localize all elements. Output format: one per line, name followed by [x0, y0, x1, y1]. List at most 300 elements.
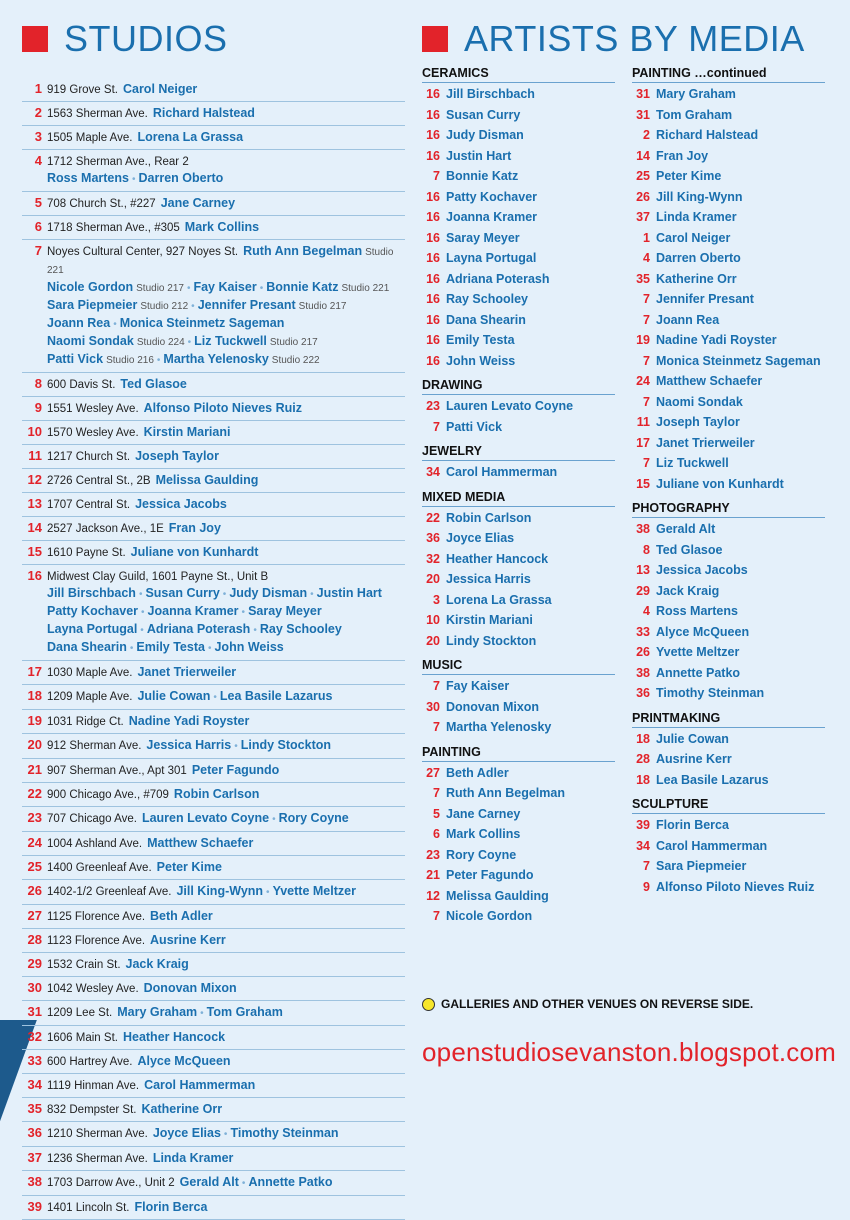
media-list-item — [632, 148, 825, 166]
artist-name[interactable]: Lauren Levato Coyne — [446, 399, 574, 413]
artist-name[interactable]: Layna Portugal — [446, 251, 537, 265]
studio-address: Noyes Cultural Center, 927 Noyes St. — [47, 246, 239, 258]
media-list-item — [422, 209, 615, 227]
studio-body — [47, 1101, 405, 1118]
studio-line — [47, 243, 405, 279]
artist-name[interactable]: Judy Disman — [446, 128, 524, 142]
artist-name[interactable]: Donovan Mixon — [446, 699, 540, 714]
studio-body — [47, 424, 405, 441]
artist-name[interactable]: Peter Fagundo — [446, 868, 534, 882]
artist-name[interactable]: Naomi Sondak — [47, 334, 134, 348]
studio-line — [47, 351, 405, 369]
red-square-icon — [22, 26, 48, 52]
artist-name[interactable]: Mary Graham — [656, 87, 736, 101]
artist-name[interactable]: Annette Patko — [248, 1175, 333, 1189]
studio-address: 2726 Central St., 2B — [47, 475, 151, 487]
studio-line — [47, 810, 405, 828]
artist-name[interactable]: Lauren Levato Coyne — [141, 811, 270, 825]
artist-name[interactable]: Lindy Stockton — [240, 738, 332, 752]
artist-name[interactable]: Jane Carney — [446, 806, 521, 821]
artist-name[interactable]: Fran Joy — [656, 148, 709, 163]
studio-number: 7 — [643, 312, 650, 327]
artist-name[interactable]: John Weiss — [446, 353, 516, 368]
artist-name[interactable]: Peter Kime — [656, 169, 722, 183]
artist-name[interactable]: Saray Meyer — [446, 230, 520, 245]
studio-line — [47, 153, 405, 170]
studio-number: 9 — [643, 879, 650, 894]
bullet-separator-icon: • — [200, 1008, 204, 1019]
bullet-separator-icon: • — [207, 643, 212, 654]
artist-name[interactable]: Adriana Poterash — [146, 622, 251, 636]
studio-body — [47, 448, 405, 465]
studio-number: 34 — [636, 838, 650, 853]
studio-address: 600 Davis St. — [47, 379, 116, 391]
artist-name[interactable]: Liz Tuckwell — [194, 334, 267, 348]
artist-name[interactable]: Carol Hammerman — [656, 838, 768, 853]
studio-line — [47, 568, 405, 585]
media-category-heading: SCULPTURE — [632, 795, 825, 814]
studio-number: 16 — [426, 189, 440, 204]
artist-name[interactable]: Darren Oberto — [656, 251, 741, 265]
artist-name[interactable]: Bonnie Katz — [266, 280, 339, 294]
studio-number: 6 — [34, 219, 42, 234]
media-list-item — [632, 414, 825, 432]
artist-name[interactable]: John Weiss — [214, 640, 284, 654]
studio-address: 1209 Lee St. — [47, 1007, 113, 1019]
artist-name[interactable]: Tom Graham — [656, 107, 733, 122]
studio-number: 1 — [34, 81, 42, 96]
artist-name[interactable]: Mark Collins — [446, 827, 521, 841]
artist-name[interactable]: Naomi Sondak — [656, 394, 743, 409]
artist-name[interactable]: Patty Kochaver — [47, 604, 139, 618]
artist-name[interactable]: Carol Neiger — [656, 230, 731, 245]
artist-name[interactable]: Alyce McQueen — [656, 624, 750, 639]
artist-name[interactable]: Mary Graham — [117, 1005, 198, 1019]
studio-entry — [22, 953, 405, 977]
artist-name[interactable]: Fay Kaiser — [193, 280, 257, 294]
artist-name[interactable]: Carol Neiger — [122, 82, 198, 96]
artist-name[interactable]: Peter Kime — [156, 860, 222, 874]
studio-number: 23 — [27, 810, 42, 825]
studio-line — [47, 980, 405, 997]
artist-name[interactable]: Patti Vick — [446, 419, 503, 434]
artist-name[interactable]: Nicole Gordon — [446, 909, 533, 923]
artist-name[interactable]: Juliane von Kunhardt — [656, 476, 784, 491]
studio-number: 30 — [426, 699, 440, 714]
studio-body — [47, 195, 405, 212]
studio-body — [47, 810, 405, 828]
studio-number: 16 — [426, 148, 440, 163]
studio-entry — [22, 126, 405, 150]
bullet-separator-icon: • — [241, 607, 246, 618]
studio-number: 37 — [27, 1150, 42, 1165]
artist-name[interactable]: Jill Birschbach — [47, 586, 136, 600]
artist-name[interactable]: Jennifer Presant — [656, 292, 754, 306]
artist-name[interactable]: Gerald Alt — [656, 522, 716, 536]
artist-name[interactable]: Florin Berca — [134, 1200, 208, 1214]
media-list-item — [422, 271, 615, 289]
studio-body — [47, 568, 405, 657]
studio-line — [47, 81, 405, 98]
studio-number: 11 — [636, 415, 650, 429]
artist-name[interactable]: Emily Testa — [446, 333, 515, 347]
media-category-heading: DRAWING — [422, 376, 615, 395]
artist-name[interactable]: Tom Graham — [206, 1005, 283, 1019]
artist-name[interactable]: Fran Joy — [168, 521, 221, 535]
artist-name[interactable]: Melissa Gaulding — [446, 888, 549, 903]
artist-name[interactable]: Linda Kramer — [656, 210, 737, 224]
media-category-heading: CERAMICS — [422, 64, 615, 83]
studio-address: 1703 Darrow Ave., Unit 2 — [47, 1177, 175, 1189]
artist-name[interactable]: Joanna Kramer — [446, 210, 538, 224]
studio-line — [47, 279, 405, 297]
media-list-item — [632, 312, 825, 330]
artist-name[interactable]: Juliane von Kunhardt — [130, 545, 259, 559]
artist-name[interactable]: Patty Kochaver — [446, 189, 538, 204]
artist-name[interactable]: Monica Steinmetz Sageman — [656, 353, 821, 368]
artist-name[interactable]: Martha Yelenosky — [163, 352, 269, 366]
studio-line — [47, 297, 405, 315]
artist-name[interactable]: Ausrine Kerr — [656, 752, 732, 766]
studio-body — [47, 376, 405, 393]
studio-line — [47, 1029, 405, 1046]
media-category-heading: MUSIC — [422, 656, 615, 675]
bullet-separator-icon: • — [223, 1129, 228, 1140]
artist-name[interactable]: Joann Rea — [47, 316, 111, 330]
artist-name[interactable]: Lorena La Grassa — [137, 130, 244, 144]
artist-name[interactable]: Darren Oberto — [138, 171, 224, 185]
bullet-separator-icon: • — [191, 301, 195, 312]
artist-name[interactable]: Beth Adler — [150, 909, 213, 923]
studio-number: 13 — [27, 496, 42, 511]
artist-name[interactable]: Liz Tuckwell — [656, 456, 729, 470]
artist-name[interactable]: Martha Yelenosky — [446, 720, 552, 734]
artist-name[interactable]: Lindy Stockton — [446, 633, 537, 648]
galleries-note — [422, 997, 753, 1011]
studio-address: 1217 Church St. — [47, 451, 131, 463]
artist-name[interactable]: Julie Cowan — [656, 731, 729, 746]
media-list-item — [632, 838, 825, 856]
studio-room: Studio 216 — [106, 355, 154, 366]
artist-name[interactable]: Donovan Mixon — [143, 981, 237, 995]
artist-name[interactable]: Joseph Taylor — [135, 449, 219, 463]
studio-body — [47, 219, 405, 236]
media-list-item — [422, 633, 615, 651]
artist-name[interactable]: Heather Hancock — [122, 1030, 226, 1044]
artist-name[interactable]: Jill King-Wynn — [656, 189, 743, 204]
artist-name[interactable]: Carol Hammerman — [144, 1078, 256, 1092]
artist-name[interactable]: Heather Hancock — [446, 551, 549, 566]
studio-entry — [22, 734, 405, 759]
artist-name[interactable]: Ted Glasoe — [120, 377, 187, 391]
media-list-item — [632, 665, 825, 683]
studio-line — [47, 219, 405, 236]
media-list-item — [632, 562, 825, 580]
media-category-heading: PAINTING …continued — [632, 64, 825, 83]
artist-name[interactable]: Kirstin Mariani — [446, 613, 533, 627]
artist-name[interactable]: Peter Fagundo — [191, 763, 280, 777]
studio-number: 29 — [27, 956, 42, 971]
studio-number: 22 — [426, 510, 440, 525]
bullet-separator-icon: • — [241, 1178, 246, 1189]
artist-name[interactable]: Melissa Gaulding — [155, 473, 259, 487]
studio-address: 907 Sherman Ave., Apt 301 — [47, 765, 187, 777]
media-list-item — [632, 685, 825, 703]
studio-line — [47, 639, 405, 657]
studio-line — [47, 1199, 405, 1216]
studio-number: 31 — [636, 87, 650, 101]
studio-entry — [22, 1074, 405, 1098]
artist-name[interactable]: Ruth Ann Begelman — [446, 786, 565, 800]
artist-name[interactable]: Ausrine Kerr — [150, 933, 226, 947]
artist-name[interactable]: Matthew Schaefer — [147, 836, 254, 850]
studio-address: 832 Dempster St. — [47, 1104, 137, 1116]
studio-line — [47, 448, 405, 465]
media-list-item — [422, 250, 615, 268]
galleries-note-text: GALLERIES AND OTHER VENUES ON REVERSE SIDE. — [441, 997, 754, 1011]
studio-address: 1712 Sherman Ave., Rear 2 — [47, 156, 189, 168]
studio-number: 2 — [643, 128, 650, 142]
studio-number: 7 — [34, 243, 42, 258]
studio-address: 1004 Ashland Ave. — [47, 838, 143, 850]
studio-number: 34 — [27, 1077, 42, 1092]
artist-name[interactable]: Rory Coyne — [446, 847, 517, 862]
artist-name[interactable]: Mark Collins — [184, 220, 260, 234]
artist-name[interactable]: Carol Hammerman — [446, 465, 558, 479]
studio-number: 14 — [636, 148, 650, 163]
media-list-item — [422, 148, 615, 166]
artist-name[interactable]: Kirstin Mariani — [143, 425, 231, 439]
artist-name[interactable]: Judy Disman — [229, 586, 308, 600]
artist-name[interactable]: Alfonso Piloto Nieves Ruiz — [656, 879, 815, 894]
artist-name[interactable]: Florin Berca — [656, 818, 729, 832]
artist-name[interactable]: Jessica Jacobs — [135, 497, 227, 511]
artist-name[interactable]: Jessica Harris — [446, 572, 531, 586]
studio-line — [47, 956, 405, 973]
artist-name[interactable]: Jill Birschbach — [446, 87, 535, 101]
studio-body — [47, 1004, 405, 1022]
studio-body — [47, 81, 405, 98]
artist-name[interactable]: Susan Curry — [145, 586, 220, 600]
artist-name[interactable]: Jessica Harris — [146, 738, 232, 752]
artist-name[interactable]: Ruth Ann Begelman — [243, 244, 363, 258]
studio-number: 10 — [27, 424, 42, 439]
artist-name[interactable]: Layna Portugal — [47, 622, 138, 636]
artist-name[interactable]: Beth Adler — [446, 765, 509, 780]
studio-address: 2527 Jackson Ave., 1E — [47, 523, 164, 535]
artist-name[interactable]: Justin Hart — [446, 148, 512, 163]
studio-number: 33 — [636, 624, 650, 639]
artist-name[interactable]: Jack Kraig — [125, 957, 189, 971]
artist-name[interactable]: Timothy Steinman — [656, 686, 765, 700]
artist-name[interactable]: Ray Schooley — [259, 622, 342, 636]
artist-name[interactable]: Gerald Alt — [179, 1175, 239, 1189]
artist-name[interactable]: Jessica Jacobs — [656, 563, 748, 577]
media-list-item — [632, 168, 825, 186]
studio-line — [47, 333, 405, 351]
artist-name[interactable]: Richard Halstead — [152, 106, 255, 120]
artist-name[interactable]: Linda Kramer — [152, 1151, 234, 1165]
studio-entry — [22, 216, 405, 240]
studio-address: 1210 Sherman Ave. — [47, 1128, 148, 1140]
media-list-item — [422, 291, 615, 309]
media-list-item — [632, 476, 825, 494]
media-column-left — [422, 64, 615, 929]
artist-name[interactable]: Katherine Orr — [656, 271, 737, 286]
studios-heading — [22, 0, 405, 78]
artist-name[interactable]: Dana Shearin — [446, 312, 526, 327]
media-list-item — [422, 678, 615, 696]
studio-number: 23 — [426, 399, 440, 413]
media-list-item — [632, 542, 825, 560]
artist-name[interactable]: Robin Carlson — [173, 787, 260, 801]
artist-name[interactable]: Joyce Elias — [446, 531, 515, 545]
studio-address: 1119 Hinman Ave. — [47, 1080, 140, 1092]
artist-name[interactable]: Julie Cowan — [137, 689, 211, 703]
studio-line — [47, 713, 405, 730]
media-list-item — [632, 751, 825, 769]
artist-name[interactable]: Jane Carney — [160, 196, 236, 210]
studio-room: Studio 217 — [269, 337, 318, 348]
studio-line — [47, 1174, 405, 1192]
artist-name[interactable]: Yvette Meltzer — [656, 645, 740, 659]
studio-entry — [22, 1098, 405, 1122]
studio-entry — [22, 759, 405, 783]
studio-line — [47, 603, 405, 621]
studio-body — [47, 786, 405, 803]
artist-name[interactable]: Katherine Orr — [141, 1102, 223, 1116]
artist-name[interactable]: Nicole Gordon — [47, 280, 134, 294]
artist-name[interactable]: Janet Trierweiler — [656, 435, 755, 450]
studio-entry — [22, 397, 405, 421]
artist-name[interactable]: Nadine Yadi Royster — [128, 714, 250, 728]
artist-name[interactable]: Joann Rea — [656, 312, 720, 327]
artist-name[interactable]: Robin Carlson — [446, 510, 532, 525]
media-list-item — [632, 624, 825, 642]
studio-room: Studio 224 — [136, 337, 185, 348]
artist-name[interactable]: Ted Glasoe — [656, 542, 723, 557]
studio-entry — [22, 710, 405, 734]
artist-name[interactable]: Timothy Steinman — [230, 1126, 339, 1140]
studio-number: 2 — [34, 105, 42, 120]
media-list-item — [422, 612, 615, 630]
studio-line — [47, 585, 405, 603]
studio-address: 1718 Sherman Ave., #305 — [47, 222, 180, 234]
artist-name[interactable]: Fay Kaiser — [446, 679, 510, 693]
artist-name[interactable]: Rory Coyne — [278, 811, 349, 825]
media-list-item — [632, 107, 825, 125]
media-list-item — [632, 858, 825, 876]
studio-number: 16 — [426, 230, 440, 245]
artist-name[interactable]: Sara Piepmeier — [47, 298, 138, 312]
artist-name[interactable]: Joseph Taylor — [656, 415, 740, 429]
artist-name[interactable]: Matthew Schaefer — [656, 374, 763, 388]
media-list-item — [422, 127, 615, 145]
artist-name[interactable]: Yvette Meltzer — [272, 884, 356, 898]
studio-number: 26 — [636, 189, 650, 204]
artist-name[interactable]: Alyce McQueen — [137, 1054, 231, 1068]
studio-number: 7 — [433, 909, 440, 923]
artist-name[interactable]: Lea Basile Lazarus — [656, 772, 769, 787]
artist-name[interactable]: Sara Piepmeier — [656, 859, 747, 873]
studio-number: 12 — [27, 472, 42, 487]
bullet-separator-icon: • — [186, 283, 191, 294]
studio-line — [47, 400, 405, 417]
artist-name[interactable]: Joyce Elias — [152, 1126, 221, 1140]
artist-name[interactable]: Lea Basile Lazarus — [219, 689, 333, 703]
studio-line — [47, 1004, 405, 1022]
website-link[interactable]: openstudiosevanston.blogspot.com — [422, 1037, 837, 1067]
artist-name[interactable]: Patti Vick — [47, 352, 104, 366]
artist-name[interactable]: Ray Schooley — [446, 292, 528, 306]
artist-name[interactable]: Richard Halstead — [656, 128, 759, 142]
studio-entry — [22, 565, 405, 661]
artist-name[interactable]: Lorena La Grassa — [446, 592, 552, 607]
artist-name[interactable]: Saray Meyer — [248, 604, 322, 618]
media-list-item — [422, 571, 615, 589]
studio-number: 7 — [433, 419, 440, 434]
artist-name[interactable]: Ross Martens — [47, 171, 129, 185]
artist-name[interactable]: Jack Kraig — [656, 583, 720, 598]
artist-name[interactable]: Justin Hart — [316, 586, 382, 600]
artist-name[interactable]: Dana Shearin — [47, 640, 127, 654]
artist-name[interactable]: Susan Curry — [446, 107, 521, 122]
studio-entry — [22, 1122, 405, 1147]
artist-name[interactable]: Nadine Yadi Royster — [656, 333, 777, 347]
artist-name[interactable]: Monica Steinmetz Sageman — [119, 316, 285, 330]
studio-number: 7 — [433, 720, 440, 734]
artist-name[interactable]: Adriana Poterash — [446, 271, 550, 286]
artist-name[interactable]: Ross Martens — [656, 604, 738, 618]
studio-address: 1042 Wesley Ave. — [47, 983, 139, 995]
media-list-item — [422, 908, 615, 926]
studio-number: 20 — [426, 572, 440, 586]
studio-body — [47, 859, 405, 876]
studio-line — [47, 835, 405, 852]
studio-body — [47, 713, 405, 730]
artist-name[interactable]: Jennifer Presant — [197, 298, 296, 312]
studio-number: 27 — [426, 765, 440, 780]
artist-name[interactable]: Bonnie Katz — [446, 169, 519, 183]
studio-entry — [22, 1001, 405, 1026]
studio-number: 12 — [426, 888, 440, 903]
studio-number: 4 — [34, 153, 42, 168]
artist-name[interactable]: Joanna Kramer — [147, 604, 239, 618]
studio-body — [47, 1053, 405, 1070]
artist-name[interactable]: Emily Testa — [136, 640, 205, 654]
studio-line — [47, 129, 405, 146]
media-list-item — [422, 189, 615, 207]
studio-address: 1570 Wesley Ave. — [47, 427, 139, 439]
studios-column — [22, 0, 405, 1220]
studio-body — [47, 1029, 405, 1046]
media-list-item — [632, 332, 825, 350]
studio-number: 9 — [34, 400, 42, 415]
studio-line — [47, 1101, 405, 1118]
artist-name[interactable]: Alfonso Piloto Nieves Ruiz — [143, 401, 302, 415]
artist-name[interactable]: Jill King-Wynn — [176, 884, 264, 898]
studio-body — [47, 835, 405, 852]
media-list-item — [422, 86, 615, 104]
artist-name[interactable]: Annette Patko — [656, 665, 741, 680]
studio-number: 34 — [426, 465, 440, 479]
artist-name[interactable]: Janet Trierweiler — [137, 665, 237, 679]
studio-entry — [22, 240, 405, 373]
studio-address: 1532 Crain St. — [47, 959, 121, 971]
studio-number: 16 — [27, 568, 42, 583]
studio-number: 31 — [636, 107, 650, 122]
studio-address: 900 Chicago Ave., #709 — [47, 789, 169, 801]
